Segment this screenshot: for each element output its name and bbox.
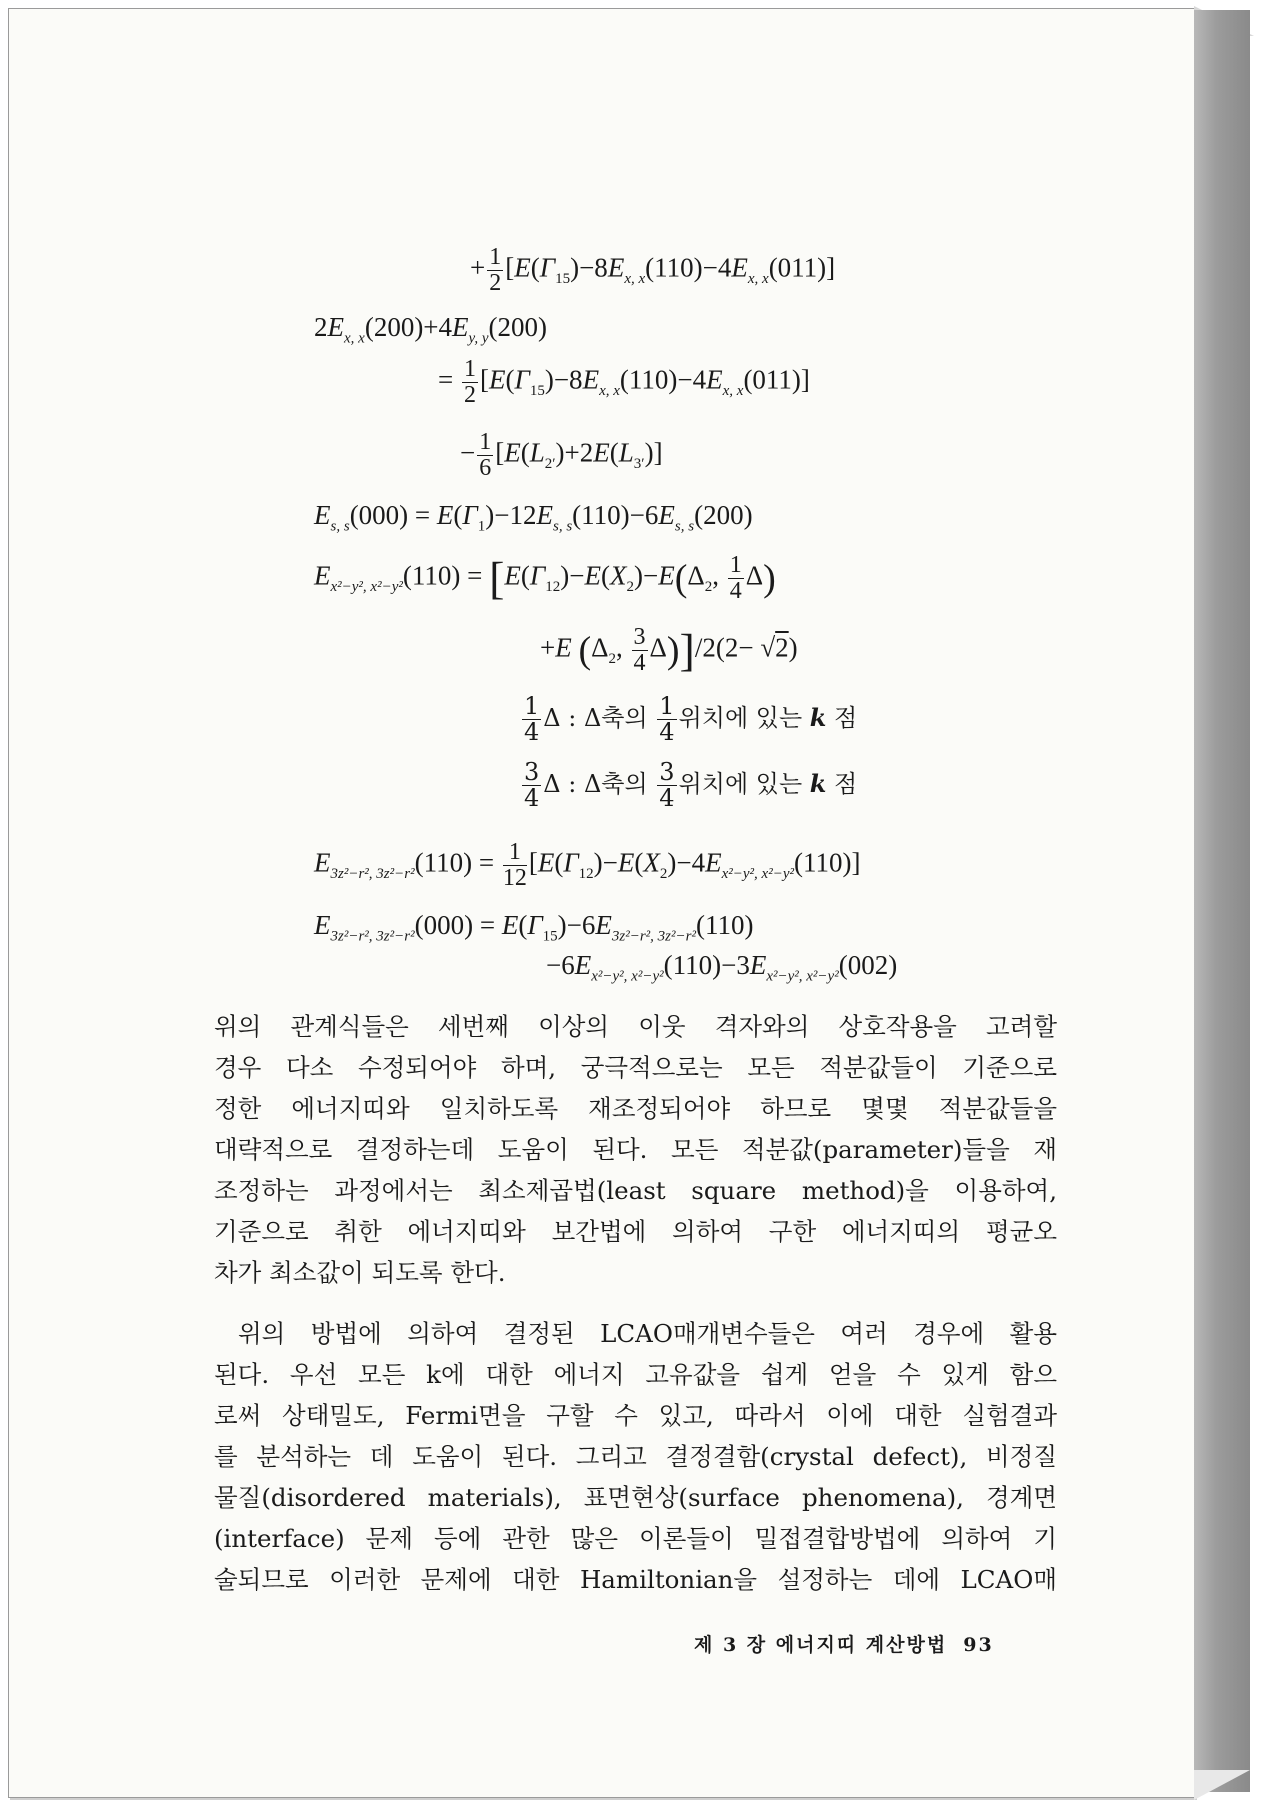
text-line: 경우 다소 수정되어야 하며, 궁극적으로는 모든 적분값들이 기준으로 bbox=[214, 1053, 1057, 1082]
equation-3: = $\frac{1}{2}$ $[E(\Gamma_{15})-8E_{x, x}(110)-4E_{x, x}(011)]$ bbox=[438, 356, 810, 408]
equation-10: $-6E_{x^2-y^2, x^2-y^2}(110)-3E_{x^2-y^2, x^2-y^2}(002)$ bbox=[546, 950, 898, 985]
text-line: 위의 방법에 의하여 결정된 LCAO매개변수들은 여러 경우에 활용 bbox=[238, 1319, 1057, 1348]
equation-4: − $\frac{1}{6}$ $[E(L_{2'})+2E(L_{3'})]$ bbox=[460, 429, 663, 481]
text-line: (interface) 문제 등에 관한 많은 이론들이 밀접결합방법에 의하여 기 bbox=[214, 1524, 1057, 1553]
page-stack-edge bbox=[1194, 10, 1250, 1792]
equation-8: $E_{3z^2-r^2, 3z^2-r^2}(110)$ = $\frac{1}{12}$ $[E(\Gamma_{12})-E(X_2)-4E_{x^2-y^2, x^2-y^2}(110)]$ bbox=[314, 839, 861, 891]
text-line: 기준으로 취한 에너지띠와 보간법에 의하여 구한 에너지띠의 평균오 bbox=[214, 1217, 1057, 1246]
chapter-title: 제 3 장 에너지띠 계산방법 bbox=[694, 1634, 948, 1656]
text-line: 차가 최소값이 되도록 한다. bbox=[214, 1258, 506, 1287]
text-line: 로써 상태밀도, Fermi면을 구할 수 있고, 따라서 이에 대한 실험결과 bbox=[214, 1401, 1057, 1430]
equation-6: $E_{x^2-y^2, x^2-y^2}(110) = [E(\Gamma_{12})-E(X_2)-E(\Delta_2$, $\frac{1}{4}$ Δ) bbox=[314, 552, 776, 604]
paragraph-1 bbox=[214, 1006, 1057, 1293]
note-three-quarter-point: $\frac{3}{4}$ Δ : Δ축의 $\frac{3}{4}$ 위치에 있는 k 점 bbox=[524, 758, 858, 812]
text-line: 를 분석하는 데 도움이 된다. 그리고 결정결함(crystal defect), 비정질 bbox=[214, 1442, 1057, 1471]
note-quarter-point: $\frac{1}{4}$ Δ : Δ축의 $\frac{1}{4}$ 위치에 있는 k 점 bbox=[524, 692, 858, 746]
paragraph-2 bbox=[214, 1313, 1057, 1600]
text-line: 정한 에너지띠와 일치하도록 재조정되어야 하므로 몇몇 적분값들을 bbox=[214, 1094, 1057, 1123]
equation-1: + $\frac{1}{2}$ $[E(\Gamma_{15})-8E_{x, x}(110)-4E_{x, x}(011)]$ bbox=[470, 244, 836, 296]
equation-5: $E_{s, s}(000) = E(\Gamma_1)-12E_{s, s}(110)-6E_{s, s}(200)$ bbox=[314, 500, 753, 535]
text-line: 된다. 우선 모든 k에 대한 에너지 고유값을 쉽게 얻을 수 있게 함으 bbox=[214, 1360, 1057, 1389]
text-line: 대략적으로 결정하는데 도움이 된다. 모든 적분값(parameter)들을 재 bbox=[214, 1135, 1057, 1164]
text-line: 조정하는 과정에서는 최소제곱법(least square method)을 이용하여, bbox=[214, 1176, 1057, 1205]
text-line: 술되므로 이러한 문제에 대한 Hamiltonian을 설정하는 데에 LCAO매 bbox=[214, 1565, 1057, 1594]
equation-7: +E ($\Delta_2$, $\frac{3}{4}$ Δ)]/2(2− √2) bbox=[540, 624, 798, 676]
page-number: 93 bbox=[963, 1634, 994, 1656]
running-footer bbox=[694, 1630, 994, 1657]
equation-2: $2E_{x, x}(200)+4E_{y, y}(200)$ bbox=[314, 312, 548, 347]
text-line: 위의 관계식들은 세번째 이상의 이웃 격자와의 상호작용을 고려할 bbox=[214, 1012, 1057, 1041]
text-line: 물질(disordered materials), 표면현상(surface phenomena), 경계면 bbox=[214, 1483, 1057, 1512]
equation-9: $E_{3z^2-r^2, 3z^2-r^2}(000) = E(\Gamma_{15})-6E_{3z^2-r^2, 3z^2-r^2}(110)$ bbox=[314, 910, 754, 945]
